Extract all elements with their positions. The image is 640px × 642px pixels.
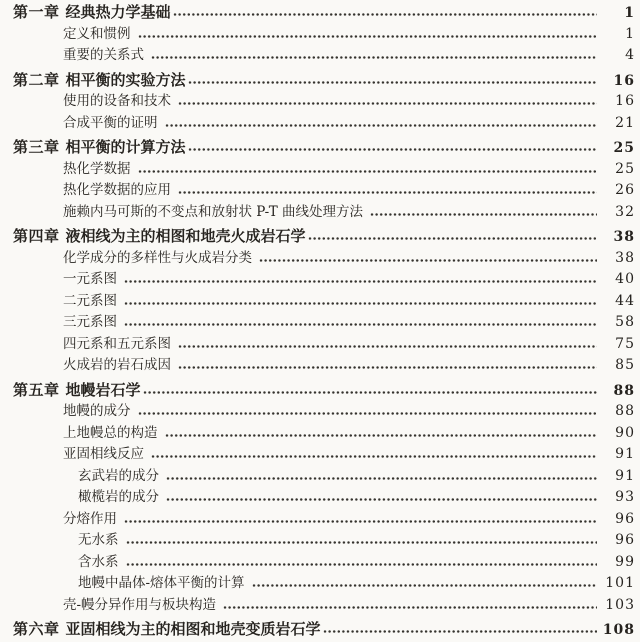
dot-leader — [126, 562, 598, 567]
toc-entry — [13, 159, 635, 181]
page-number: 91 — [615, 467, 635, 484]
page-number: 26 — [615, 182, 635, 198]
dot-leader — [223, 605, 597, 610]
toc-entry — [13, 2, 635, 24]
chapter-number: 第五章 — [13, 380, 60, 399]
toc-entry — [13, 334, 635, 356]
page-number: 40 — [615, 271, 635, 287]
dot-leader — [178, 190, 597, 195]
entry-title: 上地幔总的构造 — [63, 424, 158, 441]
dot-leader — [124, 301, 597, 306]
page-number: 103 — [605, 596, 635, 613]
dot-leader — [138, 169, 598, 174]
entry-title: 一元系图 — [63, 271, 117, 287]
toc-entry — [13, 269, 635, 291]
toc-entry — [13, 619, 635, 641]
dot-leader — [143, 390, 597, 395]
toc-entry — [13, 180, 635, 202]
chapter-number: 第一章 — [13, 3, 60, 21]
page-number: 58 — [615, 314, 635, 330]
page-number: 38 — [613, 229, 635, 245]
dot-leader — [308, 236, 597, 241]
entry-title: 热化学数据的应用 — [63, 182, 171, 198]
page-number: 108 — [602, 622, 635, 638]
entry-title: 玄武岩的成分 — [78, 467, 159, 484]
toc-entry — [13, 137, 635, 159]
toc-entry — [13, 487, 635, 509]
page-number: 1 — [624, 5, 635, 21]
entry-title: 重要的关系式 — [63, 47, 144, 63]
dot-leader — [124, 279, 597, 284]
entry-title: 无水系 — [78, 532, 119, 548]
chapter-number: 第三章 — [13, 138, 60, 156]
entry-title: 分熔作用 — [63, 510, 117, 527]
toc-entry — [13, 573, 635, 595]
dot-leader — [178, 365, 597, 370]
dot-leader — [323, 629, 597, 634]
entry-title: 地幔中晶体-熔体平衡的计算 — [78, 575, 245, 591]
entry-title: 橄榄岩的成分 — [78, 489, 159, 505]
dot-leader — [126, 540, 598, 545]
page-number: 99 — [615, 553, 635, 570]
page-number: 91 — [615, 446, 635, 462]
toc-entry — [13, 509, 635, 531]
page-number: 96 — [615, 532, 635, 548]
page-number: 90 — [615, 424, 635, 441]
toc-entry — [13, 202, 635, 224]
dot-leader — [188, 80, 597, 85]
dot-leader — [124, 322, 597, 327]
dot-leader — [173, 12, 597, 17]
toc-entry — [13, 444, 635, 466]
toc-entry — [13, 312, 635, 334]
page-number: 25 — [613, 140, 635, 156]
dot-leader — [178, 101, 597, 106]
entry-title: 二元系图 — [63, 292, 117, 309]
dot-leader — [178, 344, 597, 349]
page-number: 93 — [615, 489, 635, 505]
toc-entry — [13, 401, 635, 423]
dot-leader — [165, 123, 598, 128]
toc-entry — [13, 70, 635, 92]
page-number: 44 — [615, 292, 635, 309]
toc-entry — [13, 380, 635, 402]
page-number: 32 — [615, 203, 635, 220]
dot-leader — [166, 497, 597, 502]
page-number: 16 — [613, 72, 635, 89]
toc-entry — [13, 45, 635, 67]
entry-title: 合成平衡的证明 — [63, 114, 158, 131]
toc-entry — [13, 248, 635, 270]
entry-title: 地幔的成分 — [63, 403, 131, 419]
dot-leader — [151, 454, 597, 459]
entry-title: 经典热力学基础 — [65, 3, 171, 21]
dot-leader — [166, 476, 597, 481]
dot-leader — [188, 147, 597, 152]
entry-title: 四元系和五元系图 — [63, 335, 171, 352]
page-number: 88 — [613, 382, 635, 399]
page-number: 21 — [615, 114, 635, 131]
entry-title: 使用的设备和技术 — [63, 93, 171, 109]
page-number: 96 — [615, 510, 635, 527]
chapter-number: 第四章 — [13, 227, 60, 245]
entry-title: 火成岩的岩石成因 — [63, 357, 171, 373]
entry-title: 热化学数据 — [63, 160, 131, 177]
toc-entry — [13, 113, 635, 135]
toc-entry — [13, 423, 635, 445]
dot-leader — [252, 583, 597, 588]
toc-entry — [13, 291, 635, 313]
entry-title: 含水系 — [78, 553, 119, 570]
toc-entry — [13, 530, 635, 552]
toc-entry — [13, 466, 635, 488]
page-number: 1 — [625, 25, 635, 42]
entry-title: 三元系图 — [63, 314, 117, 330]
toc-entry — [13, 355, 635, 377]
entry-title: 亚固相线反应 — [63, 446, 144, 462]
entry-title: 亚固相线为主的相图和地壳变质岩石学 — [65, 620, 321, 638]
toc-entry — [13, 91, 635, 113]
page-number: 101 — [605, 575, 635, 591]
entry-title: 施赖内马可斯的不变点和放射状 P-T 曲线处理方法 — [63, 203, 364, 220]
toc-entry — [13, 226, 635, 248]
entry-title: 地幔岩石学 — [65, 380, 141, 399]
dot-leader — [124, 519, 597, 524]
entry-title: 液相线为主的相图和地壳火成岩石学 — [65, 227, 306, 245]
toc-entry — [13, 595, 635, 617]
dot-leader — [259, 258, 597, 263]
page-number: 75 — [615, 335, 635, 352]
dot-leader — [370, 212, 597, 217]
page-number: 85 — [615, 357, 635, 373]
chapter-number: 第六章 — [13, 620, 60, 638]
chapter-number: 第二章 — [13, 70, 60, 89]
entry-title: 相平衡的实验方法 — [65, 70, 186, 89]
page-number: 38 — [615, 249, 635, 266]
page-number: 25 — [615, 160, 635, 177]
entry-title: 定义和惯例 — [63, 25, 131, 42]
dot-leader — [138, 34, 598, 39]
entry-title: 壳-幔分异作用与板块构造 — [63, 596, 217, 613]
dot-leader — [151, 55, 597, 60]
toc-entry — [13, 552, 635, 574]
toc-entry — [13, 24, 635, 46]
page-number: 16 — [615, 93, 635, 109]
page-number: 4 — [625, 47, 635, 63]
page-number: 88 — [615, 403, 635, 419]
entry-title: 相平衡的计算方法 — [65, 138, 186, 156]
dot-leader — [165, 433, 598, 438]
entry-title: 化学成分的多样性与火成岩分类 — [63, 249, 252, 266]
dot-leader — [138, 411, 598, 416]
